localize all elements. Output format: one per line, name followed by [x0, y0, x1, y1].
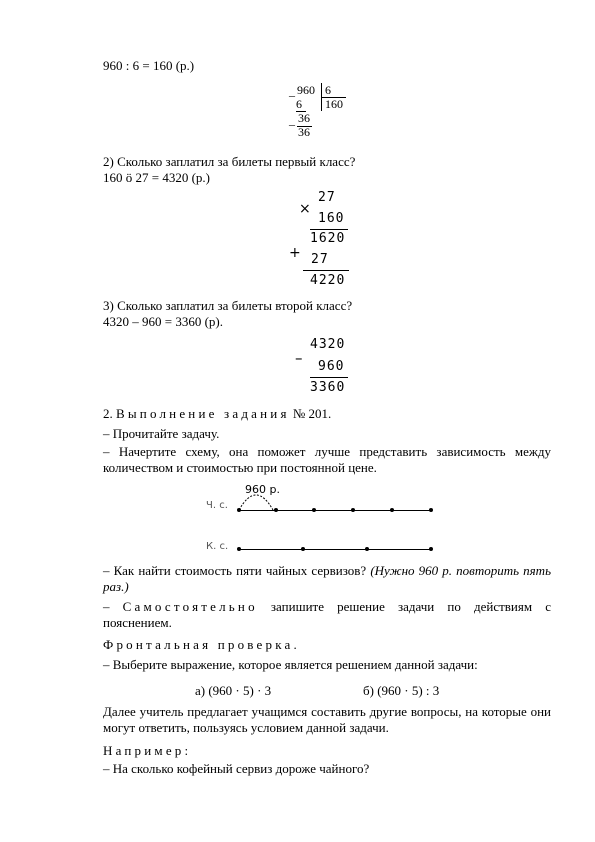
scheme-dot	[301, 547, 305, 551]
sub-minus-sign: –	[295, 349, 303, 367]
task-heading	[103, 406, 331, 422]
instruction-draw: – Начертите схему, она поможет лучше представить зависимость между количеством и стоимостью при постоянной цене.	[103, 444, 551, 475]
task-heading-spaced: Выполнение задания	[116, 406, 290, 421]
mult-line-1	[310, 229, 348, 230]
question-last: – На сколько кофейный сервиз дороже чайного?	[103, 761, 370, 776]
scheme-dot	[237, 508, 241, 512]
mult-factor-b: 160	[318, 211, 345, 226]
mult-factor-a: 27	[318, 190, 336, 205]
scheme-dot	[312, 508, 316, 512]
instruction-how-answer: (Нужно 960 р. повторить пять раз.)	[103, 563, 551, 594]
mult-plus-sign: +	[289, 245, 301, 261]
option-a: а) (960 · 5) · 3	[195, 683, 272, 698]
mult-partial-2: 27	[311, 252, 329, 267]
scheme-dot	[429, 508, 433, 512]
instruction-self	[103, 599, 551, 631]
instruction-how	[103, 563, 551, 595]
scheme-dot	[390, 508, 394, 512]
equation-division: 960 : 6 = 160 (р.)	[103, 58, 195, 73]
division-underline-2	[297, 126, 312, 127]
mult-times-sign: ×	[299, 201, 311, 217]
mult-line-2	[303, 270, 349, 271]
teacher-note: Далее учитель предлагает учащимся составить другие вопросы, на которые они могут ответить, пользуясь условием данной задачи.	[103, 704, 551, 735]
scheme-dot	[365, 547, 369, 551]
division-divisor: 6	[325, 83, 331, 97]
instruction-self-spaced: Самостоятельно	[122, 599, 258, 614]
scheme-line-top	[239, 510, 432, 511]
scheme-label-bottom: К. с.	[206, 541, 229, 552]
sub-minuend: 4320	[310, 337, 346, 352]
sub-subtrahend: 960	[318, 359, 345, 374]
scheme-dot	[274, 508, 278, 512]
scheme-dot	[237, 547, 241, 551]
option-b: б) (960 · 5) : 3	[363, 683, 440, 698]
task-heading-no: № 201.	[289, 406, 332, 421]
division-subtrahend-2: 36	[298, 125, 310, 139]
question-2: 2) Сколько заплатил за билеты первый класс?	[103, 154, 356, 169]
division-minus-1: _	[289, 84, 295, 98]
mult-result: 4220	[310, 273, 346, 288]
scheme-dot	[351, 508, 355, 512]
question-3: 3) Сколько заплатил за билеты второй класс?	[103, 298, 353, 313]
scheme-arc-label: 960 р.	[245, 483, 280, 496]
instruction-self-dash: –	[103, 599, 123, 614]
scheme-line-bottom	[239, 549, 432, 550]
division-dividend: 960	[297, 83, 315, 97]
task-heading-number: 2.	[103, 406, 116, 421]
example-heading: Например:	[103, 743, 192, 758]
division-minus-2: _	[289, 113, 295, 127]
sub-line	[310, 377, 348, 378]
frontal-check-heading: Фронтальная проверка.	[103, 637, 300, 652]
equation-subtraction: 4320 – 960 = 3360 (р).	[103, 314, 223, 329]
division-remainder: 36	[298, 111, 310, 125]
scheme-dot	[429, 547, 433, 551]
instruction-how-question: – Как найти стоимость пяти чайных сервизов?	[103, 563, 371, 578]
division-subtrahend-1: 6	[296, 97, 302, 111]
division-quotient: 160	[325, 97, 343, 111]
mult-partial-1: 1620	[310, 231, 346, 246]
instruction-choose: – Выберите выражение, которое является решением данной задачи:	[103, 657, 478, 672]
scheme-label-top: Ч. с.	[206, 500, 228, 511]
instruction-read: – Прочитайте задачу.	[103, 426, 220, 441]
sub-result: 3360	[310, 380, 346, 395]
instruction-self-rest: запишите решение задачи по действиям с пояснением.	[103, 599, 551, 630]
equation-multiplication: 160 ö 27 = 4320 (р.)	[103, 170, 210, 185]
